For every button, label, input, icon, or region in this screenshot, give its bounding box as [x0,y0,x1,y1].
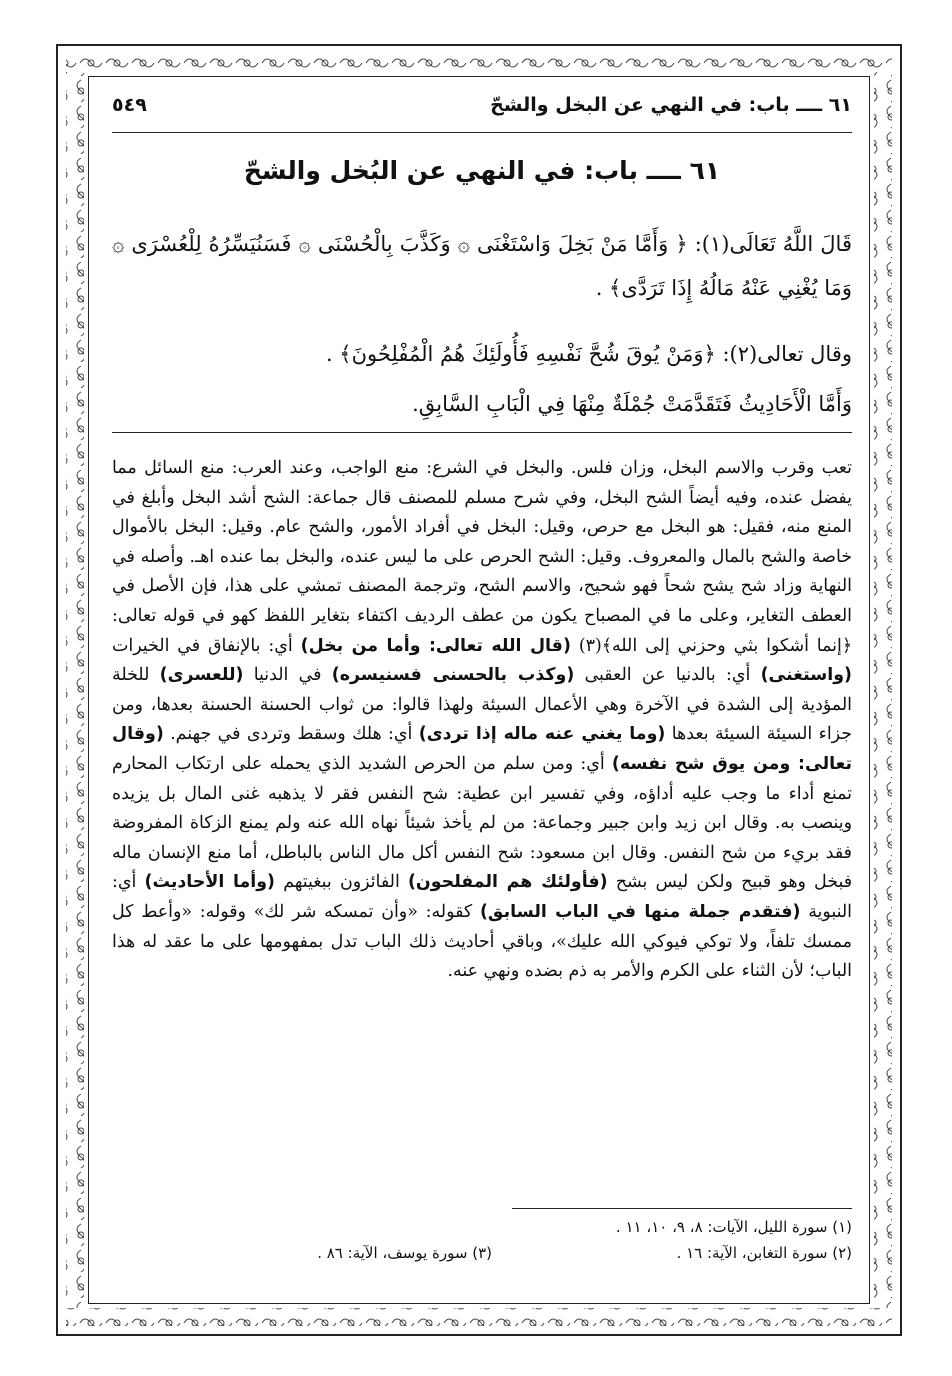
commentary-quote: (فتقدم جملة منها في الباب السابق) [479,901,801,922]
chapter-title: ٦١ ــــ باب: في النهي عن البُخل والشحّ [243,156,721,185]
commentary-quote: (وكذب بالحسنى فسنيسره) [331,665,575,686]
footnote-1: (١) سورة الليل، الآيات: ٨، ٩، ١٠، ١١ . [615,1218,852,1236]
commentary-text: أي: بالإنفاق في الخيرات [112,635,293,656]
hadith-note: وَأَمَّا الْأَحَادِيثُ فَتَقَدَّمَتْ جُمْلَةٌ مِنْهَا فِي الْبَابِ السَّابِقِ. [412,392,852,416]
footnote-3: (٣) سورة يوسف، الآية: ٨٦ . [317,1244,492,1262]
header-divider [112,132,852,133]
commentary-quote: (واستغنى) [760,665,852,686]
commentary-text: للخلة المؤدية إلى الشدة في الآخرة وهي الأعمال السيئة ولهذا قالوا: من ثواب الحسنة الحسنة بعدها، ومن جزاء السيئة السيئة بعدها [112,665,853,745]
commentary-quote: (للعسرى) [159,665,244,686]
commentary-text: تعب وقرب والاسم البخل، وزان فلس. والبخل في الشرع: منع الواجب، وعند العرب: منع السائل مما يفضل عنده، وفيه أيضاً الشح البخل، وفي شرح مسلم للمصنف قال جماعة: الشح أشد البخل وأبلغ في المنع منه، فقيل: هو البخل مع حرص، وقيل: البخل في أفراد الأمور، والشح عام. وقيل: البخل بالأموال خاصة والشح بالمال والمعروف. وقيل: الشح الحرص على ما ليس عنده، والبخل بما عنده اهـ. وأصله في النهاية وزاد شح يشح شحاً فهو شحيح، والاسم الشح، وترجمة المصنف تمشي على هذا، فإن الأصل في العطف التغاير، وعلى ما في المصباح يكون من عطف الرديف اكتفاء بتغاير اللفظ كهو في قوله تعالى: ﴿إنما أشكوا بثي وحزني إلى الله﴾(٣) [112,458,853,656]
running-head [112,92,852,126]
commentary-text: أي: هلك وسقط وتردى في جهنم. [170,724,413,745]
footnote-divider [512,1208,852,1209]
commentary-quote: (فأولئك هم المفلحون) [407,872,608,893]
page-number: ٥٤٩ [112,94,147,116]
commentary-text: في الدنيا [253,665,322,686]
commentary-text: أي: بالدنيا عن العقبى [584,665,751,686]
commentary-text: الفائزون ببغيتهم [283,872,400,893]
commentary-text: كقوله: «وأن تمسكه شر لك» وقوله: «وأعط كل ممسك تلفاً، ولا توكي فيوكي الله عليك»، وباقي أحاديث ذلك الباب تدل بمفهومها على ما عقد له هذا الباب؛ لأن الثناء على الكرم والأمر به ذم بضده ونهي عنه. [112,901,852,982]
page-content [112,82,852,1292]
footnote-2: (٢) سورة التغابن، الآية: ١٦ . [676,1244,852,1262]
running-head-title: ٦١ ــــ باب: في النهي عن البخل والشحّ [490,94,852,116]
quran-verse-1: قَالَ اللَّهُ تَعَالَى(١): ﴿ وَأَمَّا مَنْ بَخِلَ وَاسْتَغْنَى ۞ وَكَذَّبَ بِالْحُسْنَى ۞ فَسَنُيَسِّرُهُ لِلْعُسْرَى ۞ وَمَا يُغْنِي عَنْهُ مَالُهُ إِذَا تَرَدَّى﴾ . [112,232,852,300]
commentary-text: أي: النبوية [112,872,853,922]
commentary-text: أي: ومن سلم من الحرص الشديد الذي يحمله على ارتكاب المحارم تمنع أداء ما وجب عليه أداؤه، وفي تفسير ابن عطية: شح النفس فقر لا يذهبه غنى المال بل يزيده وينصب به. وقال ابن زيد وابن جبير وجماعة: من لم يأخذ شيئاً نهاه الله عنه ولم يمنع الزكاة المفروضة فقد بريء من شح النفس. وقال ابن مسعود: شح النفس أكل مال الناس بالباطل، أما منع الإنسان ماله فبخل وهو قبيح ولكن ليس بشح [112,753,853,893]
text-divider [112,432,852,433]
commentary-quote: (وقال تعالى: ومن يوق شح نفسه) [112,724,852,774]
commentary-quote: (قال الله تعالى: وأما من بخل) [300,635,571,656]
commentary-paragraph [112,454,852,987]
commentary-quote: (وما يغني عنه ماله إذا تردى) [418,724,666,745]
commentary-quote: (وأما الأحاديث) [144,872,276,893]
quran-verse-2: وقال تعالى(٢): ﴿وَمَنْ يُوقَ شُحَّ نَفْسِهِ فَأُولَئِكَ هُمُ الْمُفْلِحُونَ﴾ . [325,342,852,366]
